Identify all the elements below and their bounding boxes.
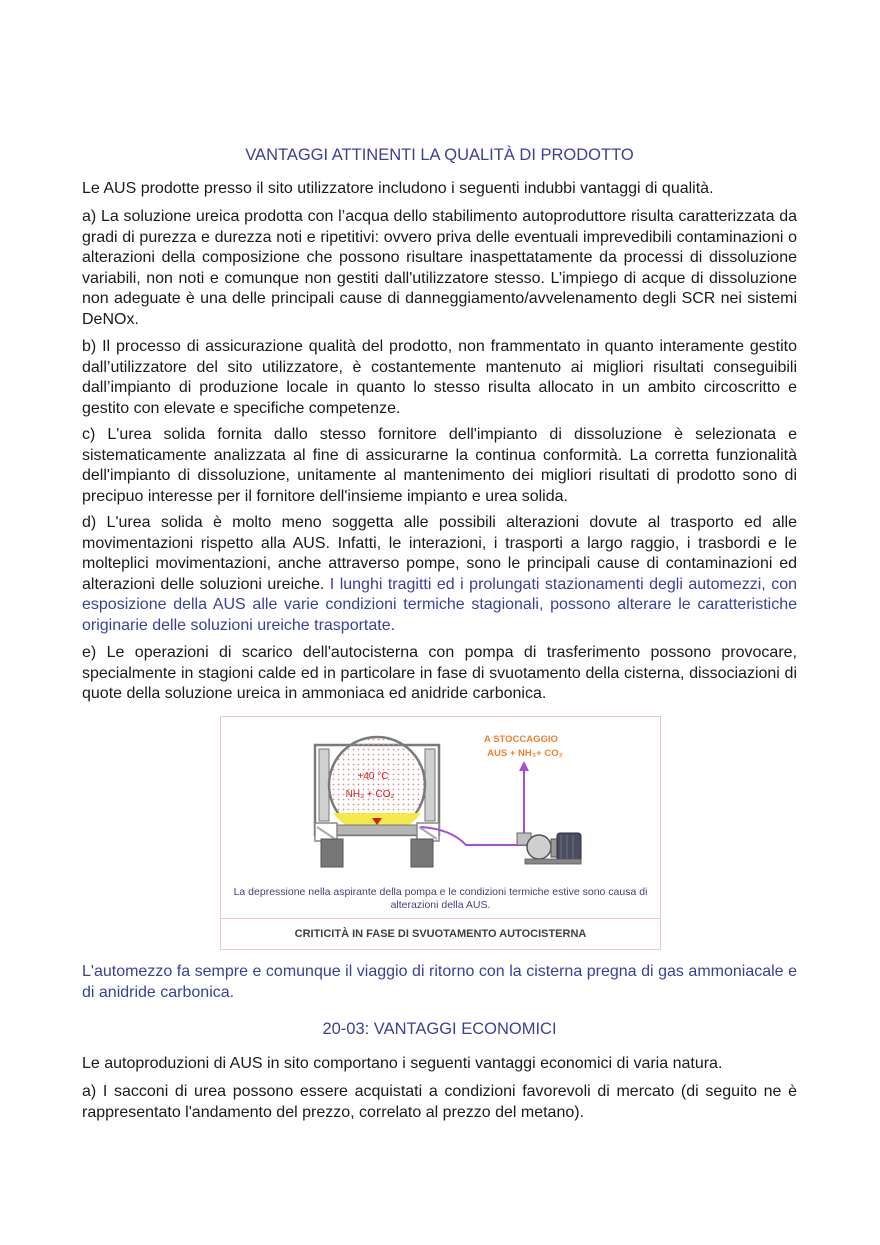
intro-economic: Le autoproduzioni di AUS in sito comportano i seguenti vantaggi economici di varia natura. — [82, 1055, 723, 1072]
paragraph-a: a) La soluzione ureica prodotta con l’acqua dello stabilimento autoproduttore risulta caratterizzata da gradi di purezza e durezza noti e ripetitivi: ovvero priva delle eventuali imprevedibili contaminazioni o alterazioni della composizione che possono risultare inaspettatamente da processi di dissoluzione variabili, non noti e comunque non gestiti dall'utilizzatore stesso. L’impiego di acque di dissoluzione non adeguate è una delle principali cause di danneggiamento/avvelenamento degli SCR nei sistemi DeNOx. — [82, 208, 797, 328]
intro-quality: Le AUS prodotte presso il sito utilizzatore includono i seguenti indubbi vantaggi di qualità. — [82, 180, 714, 197]
paragraph-economic-a: a) I sacconi di urea possono essere acquistati a condizioni favorevoli di mercato (di seguito ne è rappresentato l'andamento del prezzo, correlato al prezzo del metano). — [82, 1083, 797, 1121]
tanker-truck-icon — [315, 737, 439, 867]
figure-footer: CRITICITÀ IN FASE DI SVUOTAMENTO AUTOCISTERNA — [221, 918, 660, 949]
paragraph-e: e) Le operazioni di scarico dell'autocisterna con pompa di trasferimento possono provocare, specialmente in stagioni calde ed in particolare in fase di svuotamento della cisterna, dissociazioni di quote della soluzione ureica in ammoniaca ed anidride carbonica. — [82, 644, 797, 703]
section-title-economic: 20-03: VANTAGGI ECONOMICI — [322, 1020, 557, 1038]
storage-label-2: AUS + NH₃+ CO₂ — [487, 748, 563, 759]
paragraph-d-text: d) L'urea solida è molto meno soggetta alle possibili alterazioni dovute al trasporto ed alle movimentazioni rispetto alla AUS. Infatti, le interazioni, i trasporti a largo raggio, i trasbordi e le molteplici movimentazioni, anche attraverso pompe, sono le principali cause di contaminazioni ed alterazioni delle soluzioni ureiche. — [82, 514, 797, 593]
pump-icon — [517, 833, 581, 864]
storage-label-1: A STOCCAGGIO — [484, 734, 558, 745]
paragraph-b: b) Il processo di assicurazione qualità del prodotto, non frammentato in quanto interamente gestito dall’utilizzatore del sito utilizzatore, è costantemente mantenuto ai migliori risultati conseguibili dall’impianto di produzione locale in quanto lo stesso risulta allocato in un ambito circoscritto e gestito con elevate e specifiche competenze. — [82, 338, 797, 417]
paragraph-d — [82, 513, 797, 637]
return-trip-note: L'automezzo fa sempre e comunque il viaggio di ritorno con la cisterna pregna di gas ammoniacale e di anidride carbonica. — [82, 963, 797, 1001]
arrow-up-icon — [519, 761, 529, 771]
tank-temperature-label: +40 °C — [357, 771, 389, 782]
tanker-unloading-figure — [220, 716, 661, 950]
paragraph-d-highlight: I lunghi tragitti ed i prolungati stazionamenti degli automezzi, con esposizione della AUS alle varie condizioni termiche stagionali, possono alterare le caratteristiche originarie delle soluzioni ureiche trasportate. — [82, 575, 797, 634]
tank-gas-label: NH₃ + CO₂ — [345, 789, 395, 800]
paragraph-c: c) L'urea solida fornita dallo stesso fornitore dell'impianto di dissoluzione è selezionata e sistematicamente analizzata al fine di assicurarne la continua conformità. La corretta funzionalità dell'impianto di dissoluzione, unitamente al mantenimento dei migliori risultati di prodotto sono di precipuo interesse per il fornitore dell'insieme impianto e urea solida. — [82, 426, 797, 505]
section-title-quality: VANTAGGI ATTINENTI LA QUALITÀ DI PRODOTTO — [245, 146, 634, 164]
figure-caption: La depressione nella aspirante della pompa e le condizioni termiche estive sono causa di alterazioni della AUS. — [233, 886, 648, 911]
